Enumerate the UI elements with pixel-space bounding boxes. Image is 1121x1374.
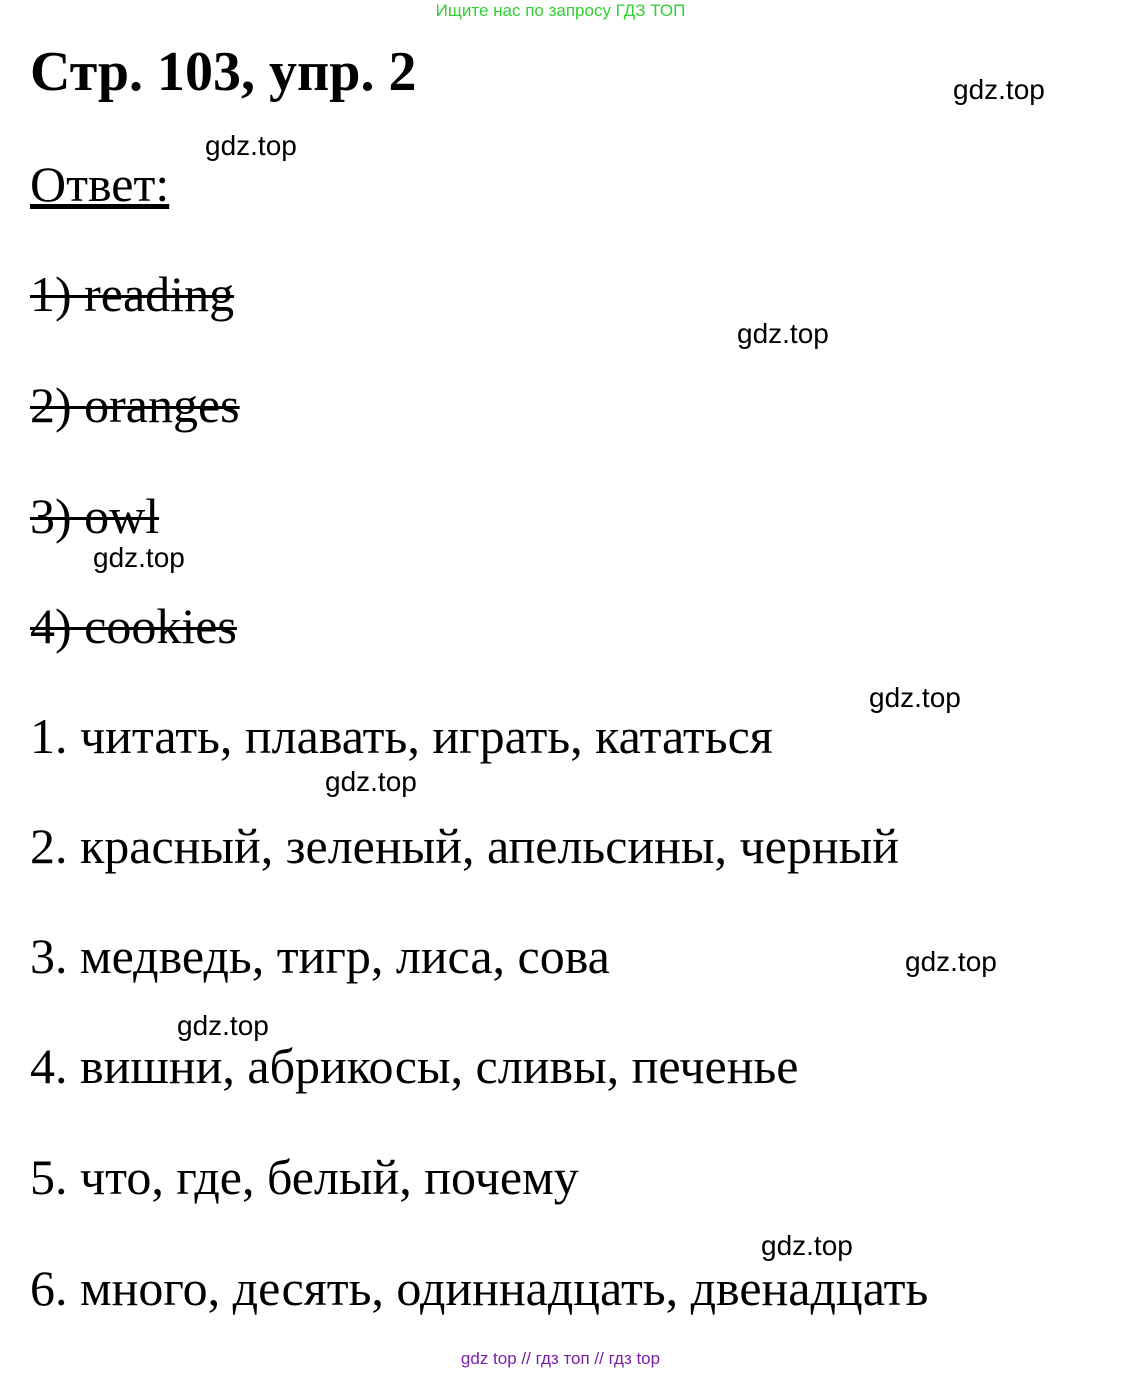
answer-line: 1. читать, плавать, играть, кататься [30, 708, 773, 764]
watermark: gdz.top [869, 682, 961, 713]
answer-line: 6. много, десять, одиннадцать, двенадцать [30, 1260, 929, 1316]
watermark: gdz.top [205, 130, 297, 161]
answer-line: 2. красный, зеленый, апельсины, черный [30, 818, 899, 874]
watermark: gdz.top [177, 1010, 269, 1041]
watermark: gdz.top [761, 1230, 853, 1261]
struck-item: 2) oranges [30, 377, 240, 433]
watermark: gdz.top [325, 766, 417, 797]
answer-line: 4. вишни, абрикосы, сливы, печенье [30, 1038, 799, 1094]
watermark: gdz.top [737, 318, 829, 349]
answer-line: 5. что, где, белый, почему [30, 1149, 579, 1205]
answer-line: 3. медведь, тигр, лиса, сова [30, 928, 610, 984]
footer-watermark: gdz top // гдз топ // гдз top [460, 1349, 661, 1368]
answer-label: Ответ: [30, 156, 170, 212]
page-title: Стр. 103, упр. 2 [30, 41, 417, 103]
struck-item: 4) cookies [30, 598, 237, 654]
struck-item: 1) reading [30, 266, 235, 322]
struck-item: 3) owl [30, 488, 160, 544]
top-banner: Ищите нас по запросу ГДЗ ТОП [435, 1, 686, 20]
watermark: gdz.top [953, 74, 1045, 105]
watermark: gdz.top [905, 946, 997, 977]
watermark: gdz.top [93, 542, 185, 573]
